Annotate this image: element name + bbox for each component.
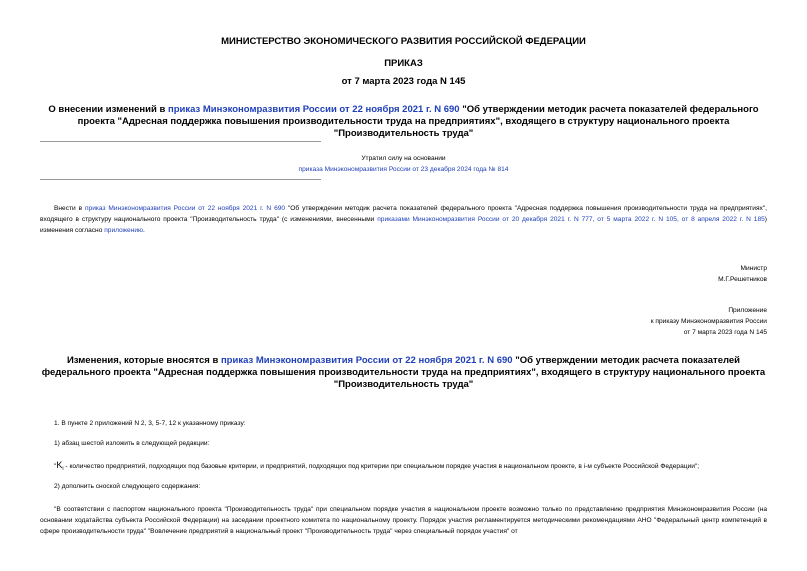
item-1-text: 1. В пункте 2 приложений N 2, 3, 5-7, 12 к указанному приказу: xyxy=(54,420,246,427)
signer-title: Министр xyxy=(740,265,767,272)
formula-subscript-i: i xyxy=(62,466,64,472)
signer-name: М.Г.Решетников xyxy=(718,276,767,283)
body-text-1: Внести в xyxy=(54,205,85,212)
appendix-date: от 7 марта 2023 года N 145 xyxy=(683,329,767,336)
item-3-text: - количество предприятий, подходящих под базовые критерии, и предприятий, подходящих под критерии при специальном порядке участия в национальном проекте, в i-м субъекте Российской Федерации"; xyxy=(63,463,700,470)
body-link-amendments[interactable]: приказами Минэкономразвития России от 20 декабря 2021 г. N 777, от 5 марта 2022 г. N 105, от 8 апреля 2022 г. N 185 xyxy=(377,216,765,223)
changes-title-prefix: Изменения, которые вносятся в xyxy=(66,355,221,366)
appendix-label: Приложение xyxy=(728,307,767,314)
document-title xyxy=(40,104,767,140)
document-type-heading: ПРИКАЗ xyxy=(384,58,423,69)
item-4-line xyxy=(40,483,767,490)
appendix-reference: к приказу Минэкономразвития России xyxy=(650,318,767,325)
item-2-line xyxy=(40,440,767,447)
footnote-text: "В соответствии с паспортом национального проекта "Производительность труда" при специальном порядке участия в национальном проекте возможно только по представлению предприятия Минэкономразвития России (на основании ходатайства субъекта Российской Федерации) на заседании проектного комитета по национальному проекту. Порядок участия регламентируется методическими рекомендациями АНО "Федеральный центр компетенций в сфере производительности труда" "Вовлечение предприятий в национальный проект "Производительность труда" через специальный порядок участия" от xyxy=(40,506,767,535)
body-paragraph xyxy=(40,203,767,236)
body-text-2: "Об утверждении методик расчета показателей федерального проекта "Адресная поддержка повышения производительности труда на предприятиях", входящего в структуру национального проекта "Производительность труда" (с изменениями, внесенными xyxy=(40,205,768,223)
void-note-link[interactable]: приказа Минэкономразвития России от 23 декабря 2024 года № 814 xyxy=(298,166,509,173)
divider-top xyxy=(40,141,321,142)
changes-title xyxy=(40,355,767,391)
formula-symbol-k: K xyxy=(56,460,63,470)
footnote-paragraph xyxy=(40,504,767,537)
title-suffix: "Об утверждении методик расчета показателей федерального проекта "Адресная поддержка повышения производительности труда на предприятиях", входящего в структуру национального проекта "Производительность труда" xyxy=(77,104,759,139)
body-link-order-690[interactable]: приказ Минэкономразвития России от 22 ноября 2021 г. N 690 xyxy=(84,205,286,212)
void-note-link-line xyxy=(40,166,767,173)
item-1-line xyxy=(40,420,767,427)
document-date-number: от 7 марта 2023 года N 145 xyxy=(341,76,466,87)
changes-title-suffix: "Об утверждении методик расчета показателей федерального проекта "Адресная поддержка повышения производительности труда на предприятиях", входящего в структуру национального проекта "Производительность труда" xyxy=(41,355,766,390)
ministry-heading: МИНИСТЕРСТВО ЭКОНОМИЧЕСКОГО РАЗВИТИЯ РОССИЙСКОЙ ФЕДЕРАЦИИ xyxy=(221,36,586,47)
divider-bottom xyxy=(40,179,321,180)
body-text-4: . xyxy=(143,227,145,234)
changes-title-link-order-690[interactable]: приказ Минэкономразвития России от 22 ноября 2021 г. N 690 xyxy=(220,355,513,366)
title-link-order-690[interactable]: приказ Минэкономразвития России от 22 ноября 2021 г. N 690 xyxy=(167,104,460,115)
title-prefix: О внесении изменений в xyxy=(48,104,168,115)
body-link-appendix[interactable]: приложению xyxy=(104,227,143,234)
body-text-3: ) изменения согласно xyxy=(40,216,767,234)
item-2-text: 1) абзац шестой изложить в следующей редакции: xyxy=(54,440,210,447)
void-note-text: Утратил силу на основании xyxy=(361,155,446,162)
item-3-line xyxy=(40,460,767,472)
item-4-text: 2) дополнить сноской следующего содержания: xyxy=(54,483,201,490)
item-3-open-quote: " xyxy=(54,463,57,470)
